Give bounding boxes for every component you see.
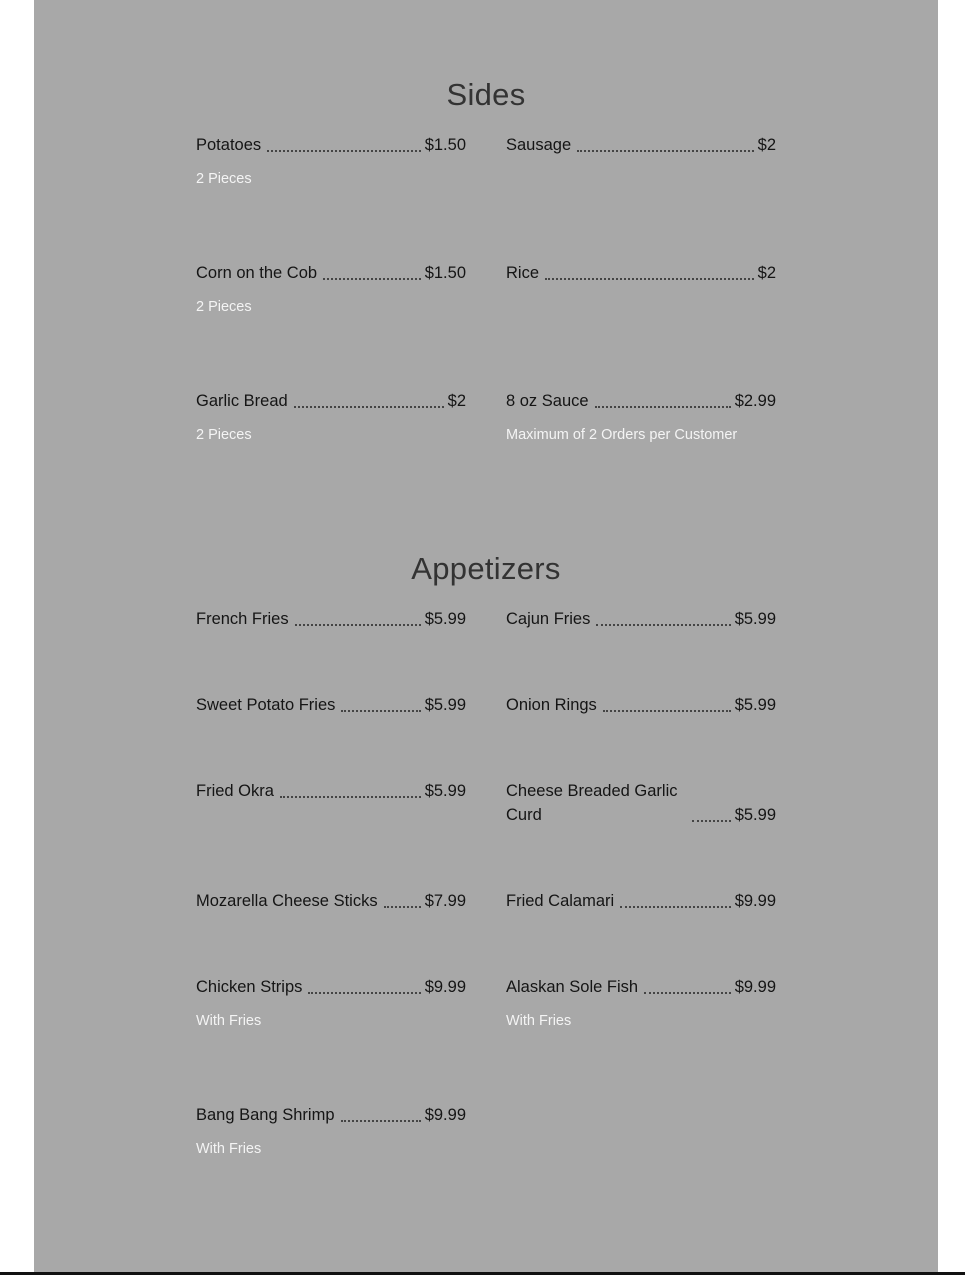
item-price: $1.50 <box>424 264 466 282</box>
item-price: $1.50 <box>424 136 466 154</box>
item-name: Chicken Strips <box>196 978 303 996</box>
item-price: $2.99 <box>734 392 776 410</box>
menu-item <box>196 693 466 779</box>
item-name: Cheese Breaded Garlic Curd <box>506 782 678 824</box>
dot-leader <box>692 820 731 822</box>
menu-item <box>506 889 776 975</box>
menu-item <box>506 779 776 889</box>
dot-leader <box>341 1120 421 1122</box>
item-description: Maximum of 2 Orders per Customer <box>506 427 738 443</box>
item-name: 8 oz Sauce <box>506 392 589 410</box>
item-name: Rice <box>506 264 540 282</box>
item-price: $9.99 <box>424 978 466 996</box>
sides-section <box>196 75 776 517</box>
item-description: With Fries <box>196 1013 262 1029</box>
dot-leader <box>341 710 420 712</box>
dot-leader <box>596 624 730 626</box>
dot-leader <box>323 278 421 280</box>
dot-leader <box>280 796 421 798</box>
item-name: Corn on the Cob <box>196 264 318 282</box>
dot-leader <box>644 992 731 994</box>
item-price: $7.99 <box>424 892 466 910</box>
item-name: Garlic Bread <box>196 392 288 410</box>
item-name: French Fries <box>196 610 289 628</box>
dot-leader <box>295 624 421 626</box>
dot-leader <box>294 406 444 408</box>
item-name: Alaskan Sole Fish <box>506 978 639 996</box>
item-name: Onion Rings <box>506 696 597 714</box>
appetizers-grid <box>196 607 776 1231</box>
dot-leader <box>603 710 731 712</box>
menu-item <box>196 1103 466 1231</box>
dot-leader <box>620 906 731 908</box>
item-name: Potatoes <box>196 136 262 154</box>
dot-leader <box>384 906 421 908</box>
item-price: $5.99 <box>734 806 776 824</box>
menu-item <box>196 607 466 693</box>
item-name: Fried Calamari <box>506 892 615 910</box>
dot-leader <box>595 406 731 408</box>
item-name: Bang Bang Shrimp <box>196 1106 335 1124</box>
item-name: Cajun Fries <box>506 610 591 628</box>
dot-leader <box>267 150 421 152</box>
item-name: Mozarella Cheese Sticks <box>196 892 378 910</box>
item-name: Sweet Potato Fries <box>196 696 336 714</box>
menu-item <box>196 889 466 975</box>
item-description: 2 Pieces <box>196 299 252 315</box>
item-name: Sausage <box>506 136 572 154</box>
item-price: $9.99 <box>734 892 776 910</box>
item-price: $9.99 <box>734 978 776 996</box>
menu-item <box>506 607 776 693</box>
section-title-sides: Sides <box>446 77 526 112</box>
item-description: With Fries <box>196 1141 262 1157</box>
item-price: $5.99 <box>424 782 466 800</box>
menu-item <box>196 261 466 389</box>
menu-item <box>506 693 776 779</box>
sides-grid <box>196 133 776 517</box>
item-description: 2 Pieces <box>196 171 252 187</box>
item-price: $5.99 <box>734 610 776 628</box>
menu-item <box>196 133 466 261</box>
dot-leader <box>308 992 420 994</box>
menu-item <box>196 779 466 889</box>
appetizers-section <box>196 549 776 1231</box>
item-price: $2 <box>757 264 776 282</box>
item-description: 2 Pieces <box>196 427 252 443</box>
menu-item <box>196 389 466 517</box>
section-title-appetizers: Appetizers <box>411 551 561 586</box>
item-price: $5.99 <box>424 696 466 714</box>
item-price: $9.99 <box>424 1106 466 1124</box>
menu-item <box>196 975 466 1103</box>
item-description: With Fries <box>506 1013 572 1029</box>
item-price: $5.99 <box>734 696 776 714</box>
menu-item <box>506 389 776 517</box>
item-price: $5.99 <box>424 610 466 628</box>
item-price: $2 <box>447 392 466 410</box>
menu-item <box>506 975 776 1103</box>
dot-leader <box>545 278 754 280</box>
menu-item <box>506 261 776 389</box>
item-price: $2 <box>757 136 776 154</box>
item-name: Fried Okra <box>196 782 274 800</box>
menu-item <box>506 133 776 261</box>
dot-leader <box>577 150 754 152</box>
